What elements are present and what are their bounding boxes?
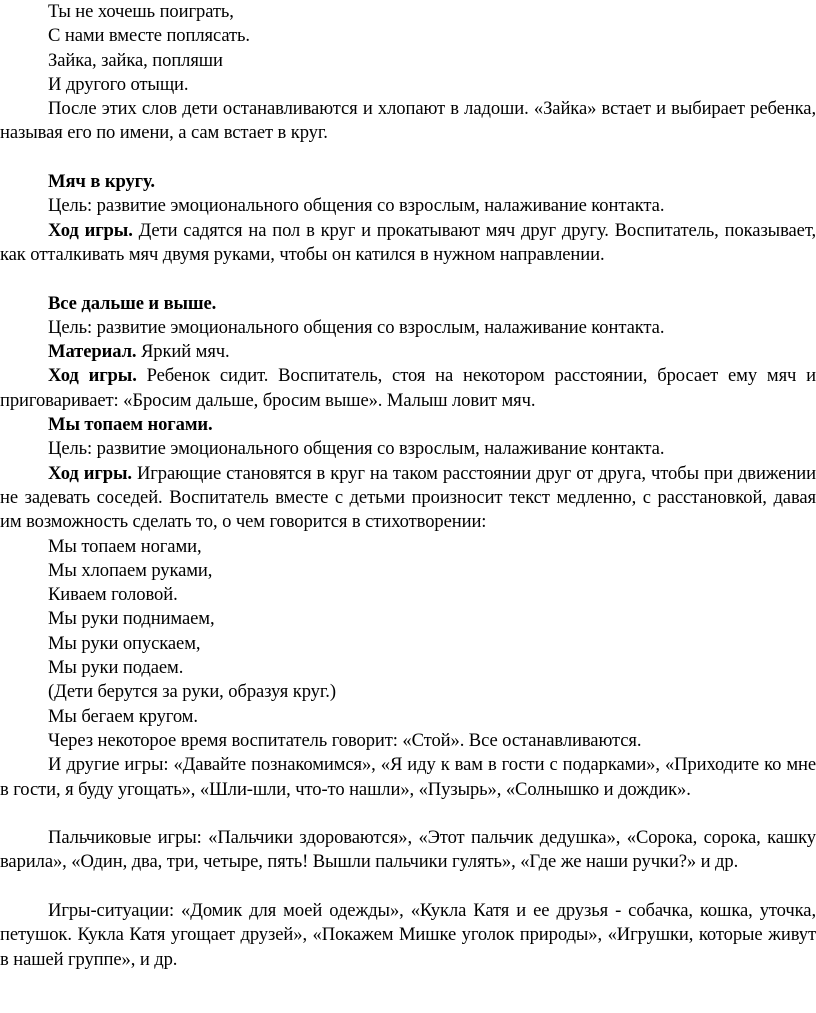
- game1-course-label: Ход игры.: [48, 219, 133, 241]
- game3-ending: Через некоторое время воспитатель говорит: «Стой». Все останавливаются.: [48, 729, 642, 751]
- verse-line: И другого отыщи.: [48, 73, 189, 95]
- game3-title: [0, 413, 816, 437]
- situation-games: Игры-ситуации: «Домик для моей одежды», «Кукла Катя и ее друзья - собачка, кошка, уточка, петушок. Кукла Катя угощает друзей», «Покажем Мишке уголок природы», «Игрушки, которые живут в нашей группе», и др.: [0, 899, 816, 970]
- spacer: [0, 875, 816, 899]
- game1-course-text: Дети садятся на пол в круг и прокатывают мяч друг другу. Воспитатель, показывает, как отталкивать мяч двумя руками, чтобы он катился в нужном направлении.: [0, 219, 816, 265]
- verse-line: (Дети берутся за руки, образуя круг.): [48, 681, 336, 703]
- game2-title-text: Все дальше и выше.: [48, 292, 217, 314]
- game3-course: [0, 462, 816, 535]
- verse-line: Мы топаем ногами,: [48, 535, 202, 557]
- game2-title: [0, 292, 816, 316]
- spacer: [0, 267, 816, 291]
- other-games: И другие игры: «Давайте познакомимся», «Я иду к вам в гости с подарками», «Приходите ко мне в гости, я буду угощать», «Шли-шли, что-то нашли», «Пузырь», «Солнышко и дождик».: [0, 754, 816, 800]
- game2-material-text: Яркий мяч.: [136, 341, 230, 363]
- game2-course: [0, 364, 816, 413]
- game1-course: [0, 219, 816, 268]
- game1-goal: Цель: развитие эмоционального общения со взрослым, налаживание контакта.: [48, 195, 665, 217]
- game2-course-text: Ребенок сидит. Воспитатель, стоя на некотором расстоянии, бросает ему мяч и приговаривает: «Бросим дальше, бросим выше». Малыш ловит мяч.: [0, 365, 816, 411]
- verse-line: Ты не хочешь поиграть,: [48, 1, 234, 22]
- verse-line: Мы хлопаем руками,: [48, 559, 213, 581]
- game3-verse: [0, 535, 816, 729]
- spacer: [0, 802, 816, 826]
- game3-course-label: Ход игры.: [48, 462, 132, 484]
- game2-material: [0, 340, 816, 364]
- spacer: [0, 146, 816, 170]
- game3-title-text: Мы топаем ногами.: [48, 414, 213, 436]
- game1-title: [0, 170, 816, 194]
- verse-line: С нами вместе поплясать.: [48, 25, 250, 47]
- game2-material-label: Материал.: [48, 341, 137, 363]
- verse-line: Мы руки опускаем,: [48, 632, 201, 654]
- verse-line: Мы руки поднимаем,: [48, 608, 215, 630]
- verse-line: Зайка, зайка, попляши: [48, 49, 223, 71]
- verse-line: Мы руки подаем.: [48, 657, 184, 679]
- game1-title-text: Мяч в кругу.: [48, 171, 155, 193]
- verse-line: Киваем головой.: [48, 584, 178, 606]
- finger-games: Пальчиковые игры: «Пальчики здороваются», «Этот пальчик дедушка», «Сорока, сорока, кашку варила», «Один, два, три, четыре, пять! Вышли пальчики гулять», «Где же наши ручки?» и др.: [0, 827, 816, 873]
- game3-course-text: Играющие становятся в круг на таком расстоянии друг от друга, чтобы при движении не задевать соседей. Воспитатель вместе с детьми произносит текст медленно, с расстановкой, давая им возможность сделать то, о чем говорится в стихотворении:: [0, 462, 816, 533]
- verse-line: Мы бегаем кругом.: [48, 705, 198, 727]
- top-paragraph: После этих слов дети останавливаются и хлопают в ладоши. «Зайка» встает и выбирает ребенка, называя его по имени, а сам встает в круг.: [0, 98, 816, 144]
- game3-goal: Цель: развитие эмоционального общения со взрослым, налаживание контакта.: [48, 438, 665, 460]
- top-verse: [0, 0, 816, 97]
- game2-course-label: Ход игры.: [48, 365, 137, 387]
- game2-goal: Цель: развитие эмоционального общения со взрослым, налаживание контакта.: [48, 316, 665, 338]
